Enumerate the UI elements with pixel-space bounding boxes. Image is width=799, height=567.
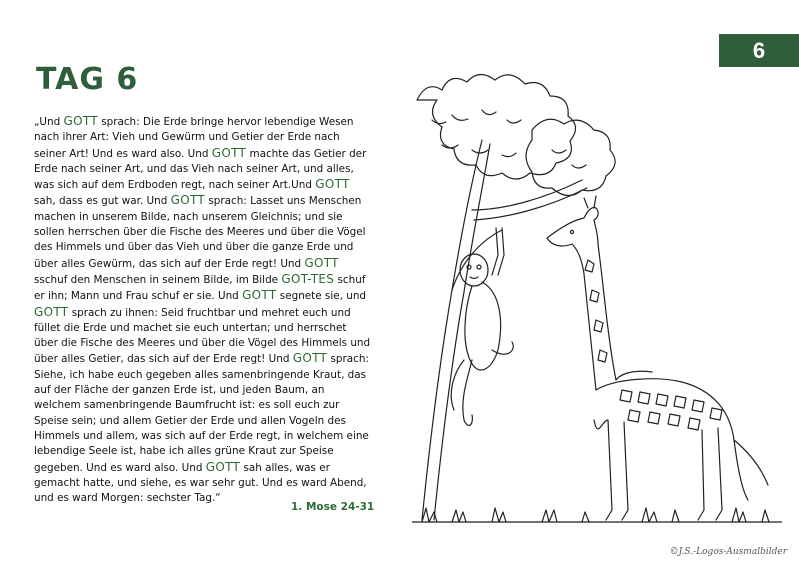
text-segment: sschuf den Menschen in seinem Bilde, im Bilde	[34, 273, 282, 286]
page-number: 6	[752, 37, 766, 63]
god-word: GOTT	[315, 177, 350, 192]
monkey-icon	[451, 228, 513, 425]
tree-icon	[417, 74, 615, 520]
text-segment: sprach: Die Erde bringe hervor lebendige Wesen nach ihrer Art: Vieh und Gewürm und Getier der Erde nach seiner Art! Und es ward also. Und	[34, 116, 354, 160]
copyright-notice: ©J.S.-Logos-Ausmalbilder	[669, 547, 787, 557]
god-word: GOT-TES	[281, 271, 335, 286]
god-word: GOTT	[242, 288, 277, 303]
page-title: TAG 6	[36, 62, 139, 97]
text-segment: sprach zu ihnen: Seid fruchtbar und mehret euch und füllet die Erde und machet sie euch untertan; und herrschet über die Fische des Meeres und über die Vögel des Himmels und über alles Getier, das sich auf der Erde regt! Und	[34, 306, 371, 366]
bible-reference: 1. Mose 24-31	[291, 501, 375, 513]
god-word: GOTT	[170, 193, 206, 208]
god-word: GOTT	[34, 304, 69, 319]
text-segment: „Und	[34, 116, 64, 128]
text-segment: segnete sie, und	[276, 290, 367, 303]
text-segment: sprach: Lasset uns Menschen machen in unserem Bilde, nach unserem Gleichnis; und sie sollen herrschen über die Fische des Meeres und über die Vögel des Himmels und über das Vieh und über die ganze Erde und über alles Gewürm, das sich auf der Erde regt! Und	[34, 195, 366, 270]
giraffe-icon	[547, 196, 768, 520]
god-word: GOTT	[211, 145, 247, 160]
text-segment: sah alles, was er gemacht hatte, und siehe, es war sehr gut. Und es ward Abend, und es ward Morgen: sechster Tag.“	[34, 461, 367, 505]
text-segment: schuf er ihn; Mann und Frau schuf er sie. Und	[34, 273, 366, 303]
scripture-text	[34, 114, 372, 506]
text-segment: sah, dass es gut war. Und	[34, 195, 171, 208]
text-segment: sprach: Siehe, ich habe euch gegeben alles samenbringende Kraut, das auf der Fläche der ganzen Erde ist, und jeden Baum, an welchem samenbringende Baumfrucht ist: es soll euch zur Speise sein; und allem Getier der Erde und allen Vogeln des Himmels und allem, was sich auf der Erde regt, in welchem eine lebendige Seele ist, habe ich alles grüne Kraut zur Speise gegeben. Und es ward also. Und	[34, 353, 369, 474]
coloring-illustration	[412, 60, 782, 530]
text-segment: machte das Getier der Erde nach seiner Art, und das Vieh nach seiner Art, und alles, was sich auf dem Erdboden regt, nach seiner Art.Und	[34, 147, 367, 192]
god-word: GOTT	[63, 114, 98, 128]
god-word: GOTT	[292, 351, 328, 366]
god-word: GOTT	[304, 255, 339, 270]
god-word: GOTT	[205, 459, 241, 474]
grass-icon	[412, 508, 782, 522]
